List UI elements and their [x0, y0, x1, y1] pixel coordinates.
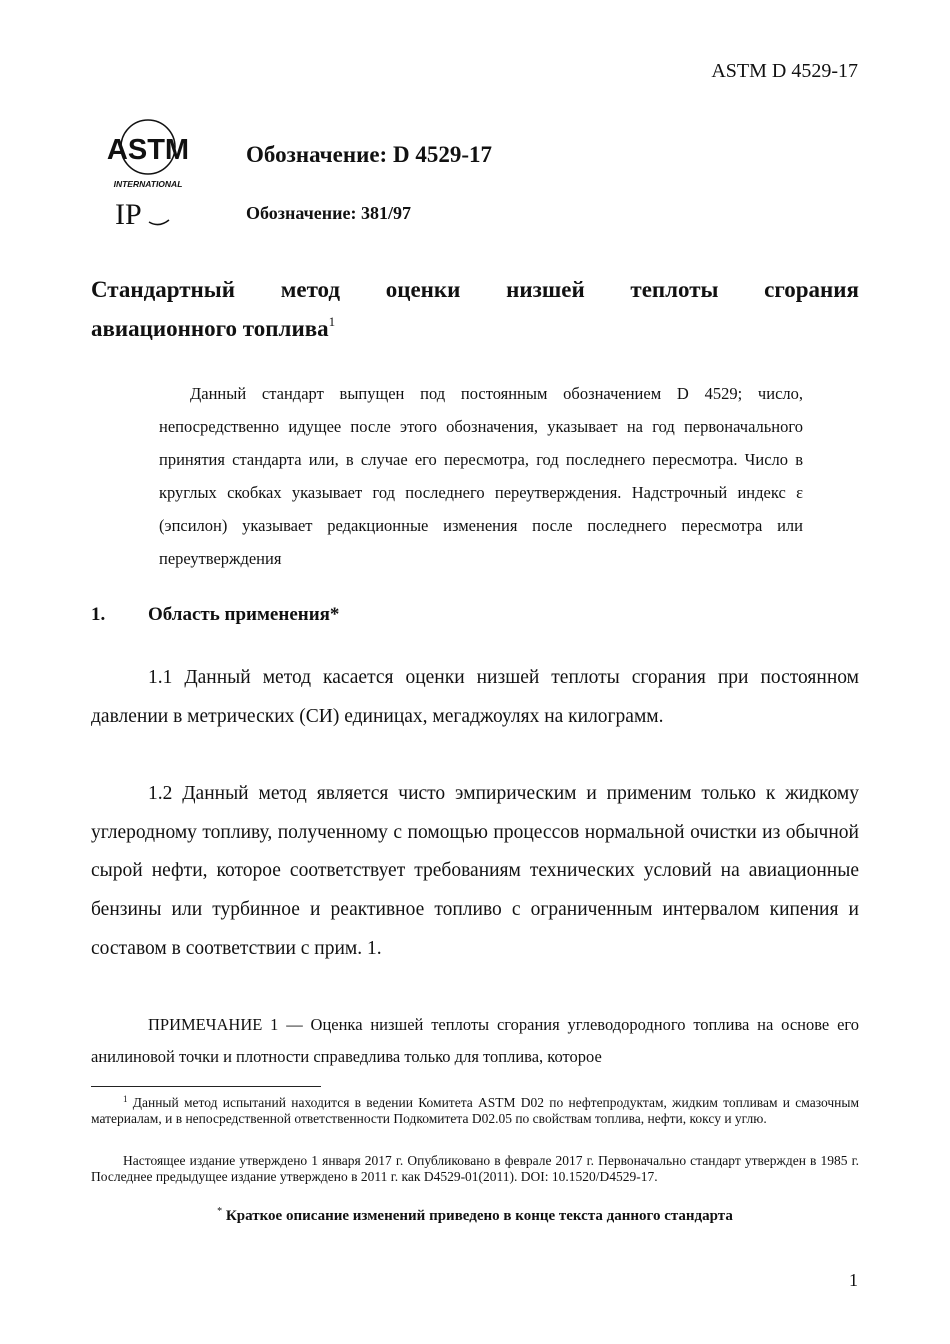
ip-logo	[113, 196, 173, 230]
footnote-1: $^1$ Данный метод испытаний находится в ведении Комитета ASTM D02 по нефтепродуктам, жидким топливам и смазочным материалам, и в непосредственной ответственности Подкомитета D02.05 по свойствам топлива, нефти, коксу и углю.	[91, 1094, 859, 1127]
astm-logo	[106, 117, 190, 191]
designation-main: Обозначение: D 4529-17	[246, 142, 492, 167]
preamble: Данный стандарт выпущен под постоянным обозначением D 4529; число, непосредственно идущее после этого обозначения, указывает на год первоначального принятия стандарта или, в случае его пересмотра, год последнего пересмотра. Число в круглых скобках указывает год последнего переутверждения. Надстрочный индекс ε (эпсилон) указывает редакционные изменения после последнего пересмотра или переутверждения	[159, 384, 803, 568]
paragraph-1-2: 1.2 Данный метод является чисто эмпирическим и применим только к жидкому углеродному топливу, полученному с помощью процессов нормальной очистки из обычной сырой нефти, которое соответствует требованиям технических условий на авиационные бензины или турбинное и реактивное топливо с ограниченным интервалом кипения и составом в соответствии с прим. 1.	[91, 783, 859, 959]
title-line-1: Стандартный метод оценки низшей теплоты сгорания	[91, 277, 859, 302]
footnote-changes: * Краткое описание изменений приведено в конце текста данного стандарта	[217, 1206, 733, 1224]
page-number: 1	[849, 1270, 858, 1290]
title-line-2: авиационного топлива$^1$	[91, 314, 336, 341]
svg-text:ASTM: ASTM	[106, 134, 190, 166]
note-1: ПРИМЕЧАНИЕ 1 — Оценка низшей теплоты сгорания углеводородного топлива на основе его анилиновой точки и плотности справедлива только для топлива, которое	[91, 1015, 859, 1066]
standard-title	[91, 270, 859, 348]
section-title: Область применения*	[148, 604, 340, 625]
title-footnote-mark: 1	[328, 314, 336, 329]
document-code: ASTM D 4529-17	[711, 60, 858, 82]
paragraph-1-1: 1.1 Данный метод касается оценки низшей теплоты сгорания при постоянном давлении в метрических (СИ) единицах, мегаджоулях на килограмм.	[91, 667, 859, 727]
section-number: 1.	[91, 604, 106, 625]
svg-text:INTERNATIONAL: INTERNATIONAL	[113, 179, 183, 189]
footnote-2: Настоящее издание утверждено 1 января 2017 г. Опубликовано в феврале 2017 г. Первоначально стандарт утвержден в 1985 г. Последнее предыдущее издание утверждено в 2011 г. как D4529-01(2011). DOI: 10.1520/D4529-17.	[91, 1153, 859, 1185]
footnote-divider	[91, 1086, 321, 1087]
svg-text:IP: IP	[115, 198, 142, 230]
designation-ip: Обозначение: 381/97	[246, 203, 412, 223]
section-heading	[91, 604, 339, 626]
